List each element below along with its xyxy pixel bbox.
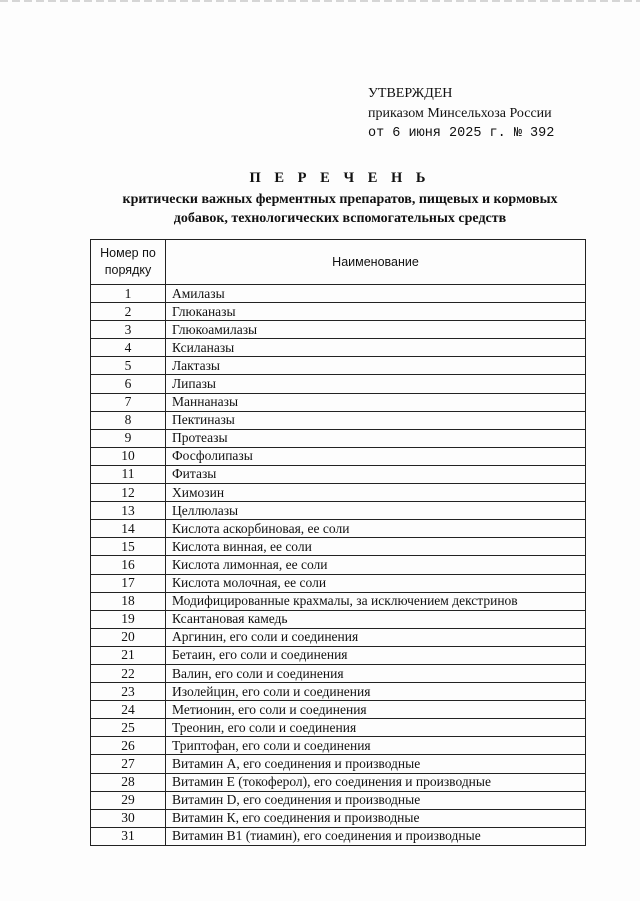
document-heading	[60, 170, 620, 228]
table-row	[91, 393, 586, 411]
table-row	[91, 556, 586, 574]
row-number: 30	[91, 809, 166, 827]
row-number: 10	[91, 447, 166, 465]
row-number: 24	[91, 701, 166, 719]
row-name: Маннаназы	[166, 393, 586, 411]
table-row	[91, 285, 586, 303]
row-name: Глюкоамилазы	[166, 321, 586, 339]
row-name: Кислота винная, ее соли	[166, 538, 586, 556]
row-name: Амилазы	[166, 285, 586, 303]
table-row	[91, 773, 586, 791]
items-table	[90, 239, 586, 846]
row-name: Валин, его соли и соединения	[166, 664, 586, 682]
row-name: Пектиназы	[166, 411, 586, 429]
row-name: Аргинин, его соли и соединения	[166, 628, 586, 646]
row-number: 16	[91, 556, 166, 574]
row-name: Протеазы	[166, 429, 586, 447]
row-name: Изолейцин, его соли и соединения	[166, 683, 586, 701]
row-name: Целлюлазы	[166, 502, 586, 520]
table-row	[91, 592, 586, 610]
row-name: Лактазы	[166, 357, 586, 375]
table-row	[91, 809, 586, 827]
row-number: 3	[91, 321, 166, 339]
column-header-number: Номер по порядку	[91, 240, 166, 285]
document-subtitle-line1: критически важных ферментных препаратов, пищевых и кормовых	[122, 192, 558, 207]
row-number: 23	[91, 683, 166, 701]
row-number: 5	[91, 357, 166, 375]
approval-date: от 6 июня 2025 г. № 392	[368, 126, 555, 141]
table-row	[91, 303, 586, 321]
table-row	[91, 429, 586, 447]
document-subtitle-line2: добавок, технологических вспомогательных средств	[173, 211, 507, 226]
table-header-row	[91, 240, 586, 285]
row-number: 1	[91, 285, 166, 303]
row-number: 7	[91, 393, 166, 411]
row-number: 28	[91, 773, 166, 791]
row-name: Кислота аскорбиновая, ее соли	[166, 520, 586, 538]
table-row	[91, 701, 586, 719]
table-body	[91, 285, 586, 846]
row-number: 21	[91, 646, 166, 664]
row-name: Ксиланазы	[166, 339, 586, 357]
row-name: Метионин, его соли и соединения	[166, 701, 586, 719]
row-name: Кислота молочная, ее соли	[166, 574, 586, 592]
row-number: 12	[91, 484, 166, 502]
row-number: 22	[91, 664, 166, 682]
table-row	[91, 357, 586, 375]
row-name: Липазы	[166, 375, 586, 393]
approval-stamp	[368, 84, 554, 144]
row-name: Витамин Е (токоферол), его соединения и производные	[166, 773, 586, 791]
row-number: 17	[91, 574, 166, 592]
table-row	[91, 321, 586, 339]
table-row	[91, 520, 586, 538]
table-row	[91, 339, 586, 357]
row-number: 9	[91, 429, 166, 447]
scan-top-edge	[0, 0, 640, 2]
row-number: 27	[91, 755, 166, 773]
row-number: 13	[91, 502, 166, 520]
row-number: 2	[91, 303, 166, 321]
table-row	[91, 791, 586, 809]
table-row	[91, 646, 586, 664]
table-row	[91, 737, 586, 755]
document-title: П Е Р Е Ч Е Н Ь	[249, 170, 431, 186]
row-name: Фитазы	[166, 465, 586, 483]
table-row	[91, 683, 586, 701]
row-name: Глюканазы	[166, 303, 586, 321]
row-number: 25	[91, 719, 166, 737]
table-row	[91, 827, 586, 845]
approval-order: приказом Минсельхоза России	[368, 106, 552, 121]
table-row	[91, 719, 586, 737]
table-row	[91, 484, 586, 502]
row-name: Бетаин, его соли и соединения	[166, 646, 586, 664]
row-name: Витамин D, его соединения и производные	[166, 791, 586, 809]
row-number: 14	[91, 520, 166, 538]
row-number: 6	[91, 375, 166, 393]
row-number: 29	[91, 791, 166, 809]
row-number: 11	[91, 465, 166, 483]
table-row	[91, 610, 586, 628]
row-number: 31	[91, 827, 166, 845]
row-number: 19	[91, 610, 166, 628]
table-row	[91, 502, 586, 520]
row-name: Витамин В1 (тиамин), его соединения и производные	[166, 827, 586, 845]
row-number: 26	[91, 737, 166, 755]
table-row	[91, 574, 586, 592]
row-name: Ксантановая камедь	[166, 610, 586, 628]
row-number: 18	[91, 592, 166, 610]
row-number: 15	[91, 538, 166, 556]
row-name: Треонин, его соли и соединения	[166, 719, 586, 737]
table-row	[91, 538, 586, 556]
table-row	[91, 411, 586, 429]
table-row	[91, 447, 586, 465]
row-number: 8	[91, 411, 166, 429]
row-name: Химозин	[166, 484, 586, 502]
table-row	[91, 375, 586, 393]
row-name: Триптофан, его соли и соединения	[166, 737, 586, 755]
table-row	[91, 664, 586, 682]
table-row	[91, 465, 586, 483]
row-number: 20	[91, 628, 166, 646]
table-row	[91, 755, 586, 773]
table-row	[91, 628, 586, 646]
row-name: Витамин К, его соединения и производные	[166, 809, 586, 827]
row-name: Витамин А, его соединения и производные	[166, 755, 586, 773]
row-name: Фосфолипазы	[166, 447, 586, 465]
row-number: 4	[91, 339, 166, 357]
column-header-name: Наименование	[166, 240, 586, 285]
approval-title: УТВЕРЖДЕН	[368, 86, 453, 101]
row-name: Модифицированные крахмалы, за исключением декстринов	[166, 592, 586, 610]
row-name: Кислота лимонная, ее соли	[166, 556, 586, 574]
